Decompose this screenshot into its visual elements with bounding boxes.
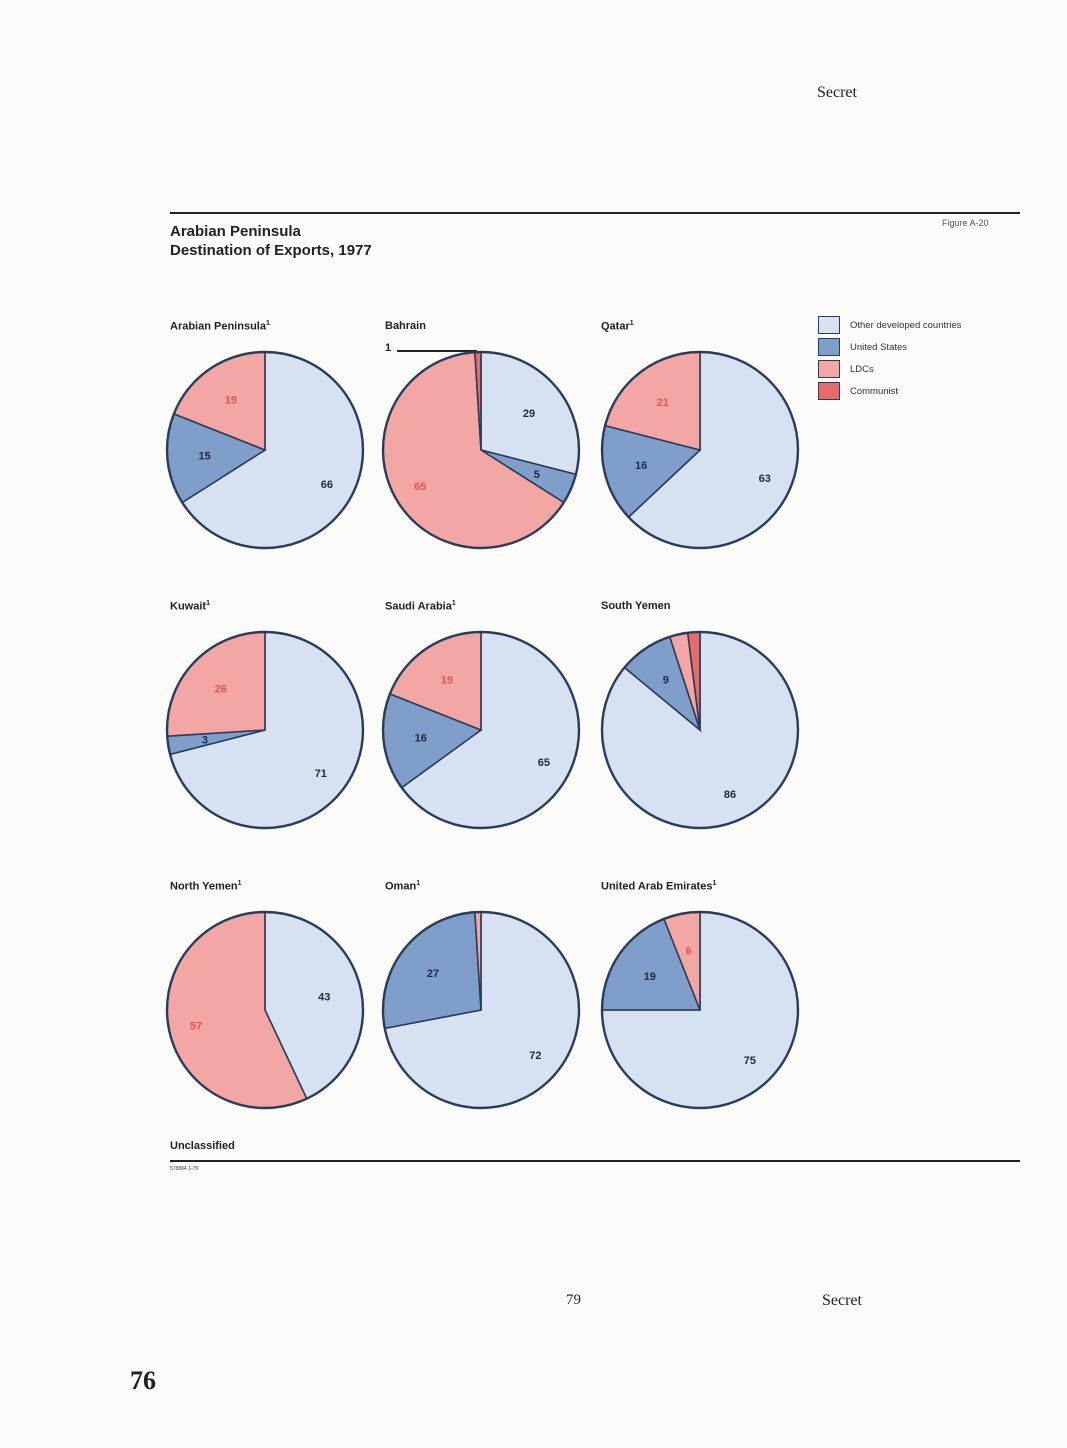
pie-value-label: 63	[758, 473, 771, 486]
legend-label: LDCs	[850, 363, 874, 375]
pie-title-kuwait: Kuwait$^1$	[170, 600, 210, 613]
classification-bottom: Secret	[822, 1292, 862, 1309]
pie-title-north-yemen: North Yemen$^1$	[170, 880, 242, 893]
pie-value-label: 27	[426, 967, 440, 980]
pie-title-oman: Oman$^1$	[385, 880, 421, 893]
page-number: 76	[130, 1366, 156, 1395]
pie-united-arab-emirates	[602, 912, 798, 1108]
pie-title-saudi-arabia: Saudi Arabia$^1$	[385, 600, 456, 613]
pie-value-label: 19	[643, 970, 656, 983]
pie-value-label: 5	[533, 469, 540, 482]
pie-bahrain	[383, 352, 579, 548]
classification-top: Secret	[817, 84, 857, 101]
pie-value-label: 66	[320, 478, 333, 491]
bottom-rule	[170, 1160, 1020, 1162]
pie-oman	[383, 912, 579, 1108]
pie-value-label: 21	[656, 396, 669, 409]
pie-title-qatar: Qatar$^1$	[601, 320, 634, 333]
pie-title-south-yemen: South Yemen	[601, 600, 671, 612]
pie-value-label: 43	[318, 991, 331, 1004]
legend-label: Communist	[850, 385, 899, 397]
pie-value-label: 65	[414, 480, 427, 493]
pie-south-yemen	[602, 632, 798, 828]
pie-north-yemen	[167, 912, 363, 1108]
pie-kuwait	[167, 632, 363, 828]
pie-value-label: 65	[537, 757, 550, 770]
pie-value-label: 3	[201, 734, 209, 747]
pie-title-arabian-peninsula: Arabian Peninsula$^1$	[170, 320, 270, 333]
legend-label: Other developed countries	[850, 319, 962, 331]
pie-value-label: 71	[314, 768, 327, 781]
pie-title-uae: United Arab Emirates$^1$	[601, 880, 717, 893]
figure-footer-classification: Unclassified	[170, 1140, 235, 1152]
pie-value-label: 19	[440, 674, 453, 687]
pie-value-label: 15	[198, 450, 211, 463]
pie-value-label: 57	[190, 1020, 203, 1033]
pie-value-label: 6	[685, 945, 692, 958]
pie-value-label: 29	[522, 407, 536, 420]
figure-code: 578884 1-79	[170, 1166, 199, 1172]
pie-value-label: 75	[743, 1054, 757, 1067]
bahrain-callout-label: 1	[385, 342, 392, 354]
pie-saudi-arabia	[383, 632, 579, 828]
pie-value-label: 9	[662, 674, 669, 687]
pie-value-label: 86	[723, 788, 737, 801]
figure-title-line2: Destination of Exports, 1977	[170, 242, 372, 259]
pie-title-bahrain: Bahrain	[385, 320, 426, 332]
pie-arabian-peninsula	[167, 352, 363, 548]
legend-label: United States	[850, 341, 908, 353]
figure-title-line1: Arabian Peninsula	[170, 223, 301, 240]
pie-qatar	[602, 352, 798, 548]
pie-value-label: 72	[529, 1049, 542, 1062]
pie-value-label: 16	[635, 460, 648, 473]
page-center-number: 79	[566, 1292, 581, 1308]
pie-value-label: 19	[224, 394, 237, 407]
figure-number: Figure A-20	[942, 218, 989, 228]
pie-value-label: 26	[214, 683, 227, 696]
pie-value-label: 16	[414, 732, 427, 745]
